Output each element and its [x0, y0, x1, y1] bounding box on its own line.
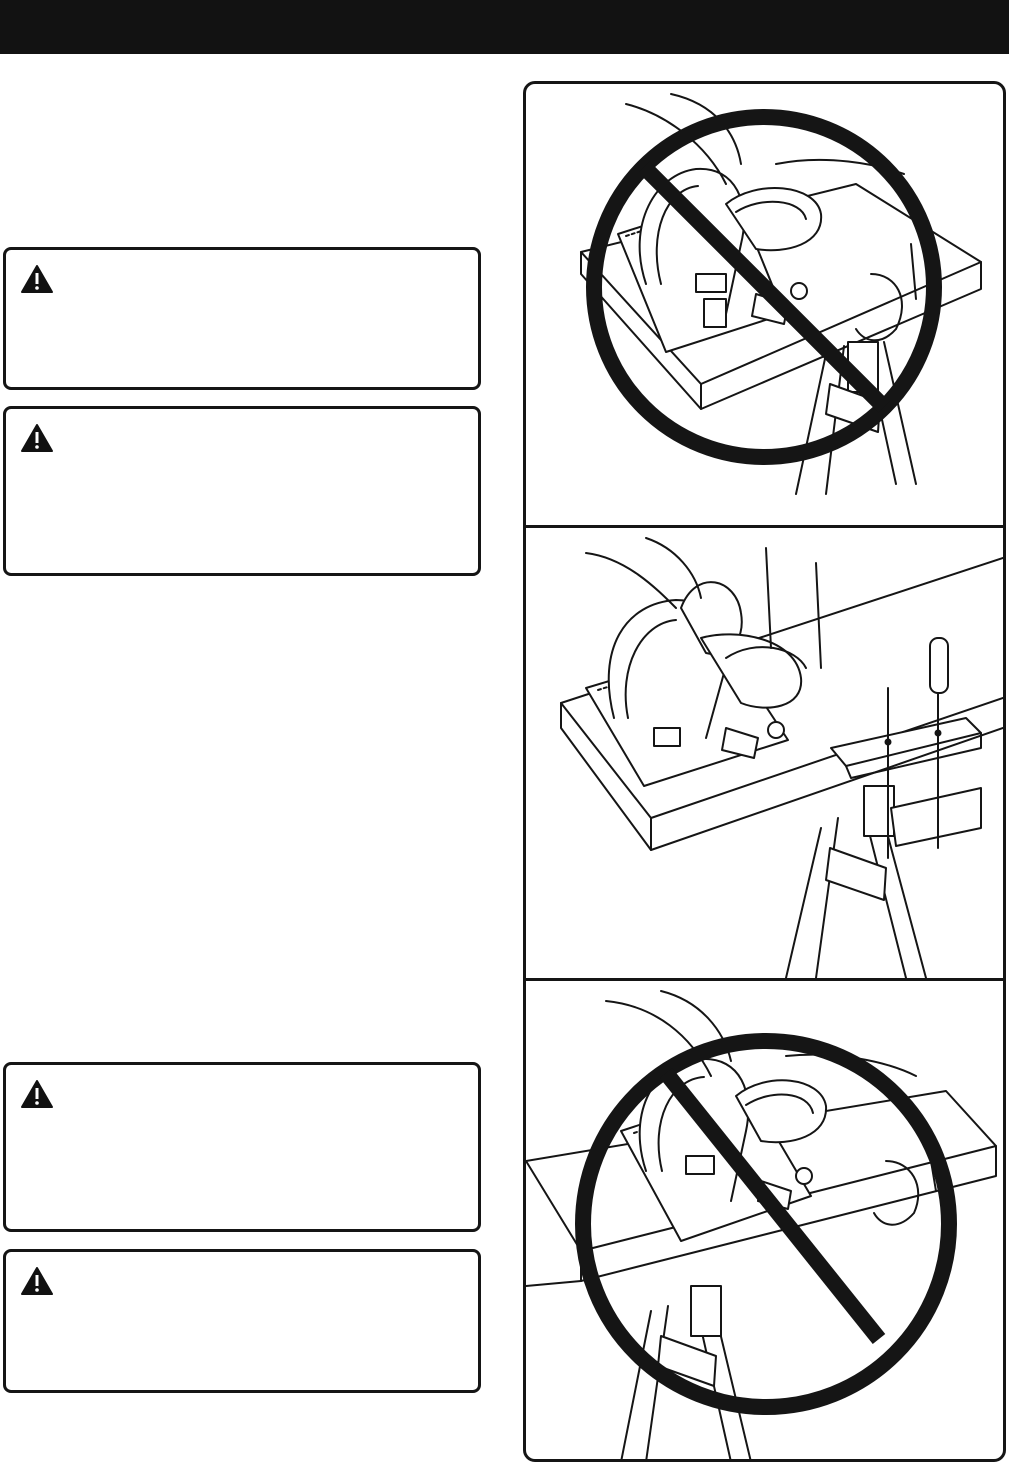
warning-triangle-icon — [20, 264, 54, 294]
warning-triangle-icon — [20, 1079, 54, 1109]
warning-box-3 — [3, 1062, 481, 1232]
warning-box-1 — [3, 247, 481, 390]
illustration-saw-overhang — [526, 84, 1003, 525]
panel-unsupported-center — [526, 981, 1003, 1462]
warning-triangle-icon — [20, 423, 54, 453]
panel-unsupported-overhang — [526, 84, 1003, 525]
figure-frame — [523, 81, 1006, 1462]
illustration-saw-clamped — [526, 528, 1003, 978]
warning-box-2 — [3, 406, 481, 576]
panel-clamped-workpiece — [526, 528, 1003, 978]
warning-triangle-icon — [20, 1266, 54, 1296]
illustration-saw-center — [526, 981, 1003, 1462]
header-bar — [0, 0, 1009, 54]
warning-box-4 — [3, 1249, 481, 1393]
